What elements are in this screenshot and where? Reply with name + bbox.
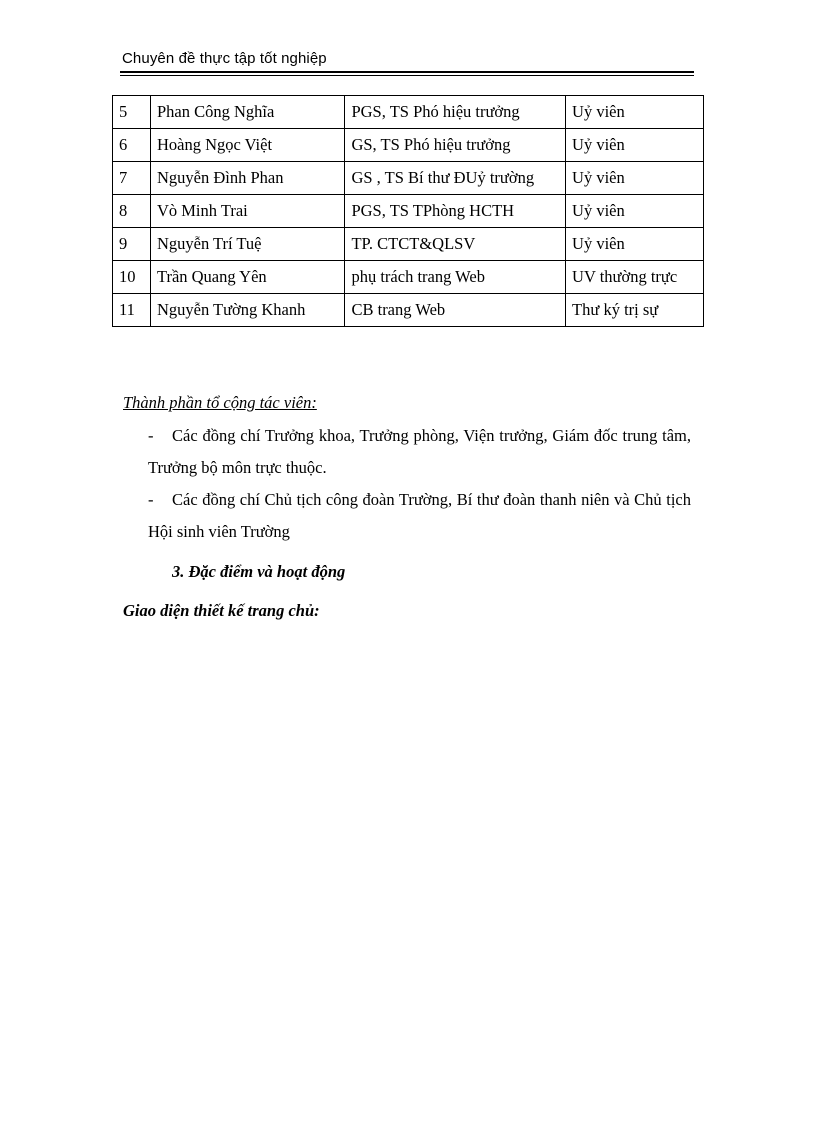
member-position: TP. CTCT&QLSV — [345, 228, 566, 261]
bullet-marker: - — [148, 490, 154, 509]
member-role: Uỷ viên — [566, 129, 704, 162]
member-position: PGS, TS TPhòng HCTH — [345, 195, 566, 228]
member-position: PGS, TS Phó hiệu trưởng — [345, 96, 566, 129]
table-row — [113, 228, 704, 261]
section-heading: 3. Đặc điểm và hoạt động — [172, 562, 346, 581]
member-name: Trần Quang Yên — [150, 261, 345, 294]
member-role: Uỷ viên — [566, 228, 704, 261]
member-name: Nguyễn Trí Tuệ — [150, 228, 345, 261]
row-number: 5 — [113, 96, 151, 129]
member-position: phụ trách trang Web — [345, 261, 566, 294]
row-number: 9 — [113, 228, 151, 261]
table-row — [113, 294, 704, 327]
row-number: 8 — [113, 195, 151, 228]
row-number: 7 — [113, 162, 151, 195]
bullet-item — [148, 420, 691, 484]
bullet-item — [148, 484, 691, 548]
member-role: UV thường trực — [566, 261, 704, 294]
bullet-text: Các đồng chí Trưởng khoa, Trưởng phòng, Viện trưởng, Giám đốc trung tâm, Trưởng bộ môn trực thuộc. — [148, 426, 691, 477]
row-number: 10 — [113, 261, 151, 294]
header-rule-thick — [120, 71, 694, 73]
member-role: Uỷ viên — [566, 195, 704, 228]
member-role: Uỷ viên — [566, 162, 704, 195]
page-header-title: Chuyên đề thực tập tốt nghiệp — [122, 50, 327, 67]
bullet-marker: - — [148, 426, 154, 445]
row-number: 11 — [113, 294, 151, 327]
row-number: 6 — [113, 129, 151, 162]
table-row — [113, 96, 704, 129]
member-position: GS, TS Phó hiệu trưởng — [345, 129, 566, 162]
subheading: Giao diện thiết kế trang chủ: — [123, 601, 320, 620]
committee-table — [112, 95, 704, 327]
member-role: Uỷ viên — [566, 96, 704, 129]
header-rule-thin — [120, 75, 694, 76]
member-position: GS , TS Bí thư ĐUỷ trường — [345, 162, 566, 195]
member-name: Vò Minh Trai — [150, 195, 345, 228]
member-name: Nguyễn Đình Phan — [150, 162, 345, 195]
table-row — [113, 261, 704, 294]
member-name: Nguyễn Tường Khanh — [150, 294, 345, 327]
section-title: Thành phần tổ cộng tác viên: — [123, 393, 317, 412]
bullet-text: Các đồng chí Chủ tịch công đoàn Trường, Bí thư đoàn thanh niên và Chủ tịch Hội sinh viên Trường — [148, 490, 691, 541]
table-row — [113, 129, 704, 162]
member-role: Thư ký trị sự — [566, 294, 704, 327]
member-position: CB trang Web — [345, 294, 566, 327]
member-name: Phan Công Nghĩa — [150, 96, 345, 129]
table-row — [113, 162, 704, 195]
table-row — [113, 195, 704, 228]
member-name: Hoàng Ngọc Việt — [150, 129, 345, 162]
